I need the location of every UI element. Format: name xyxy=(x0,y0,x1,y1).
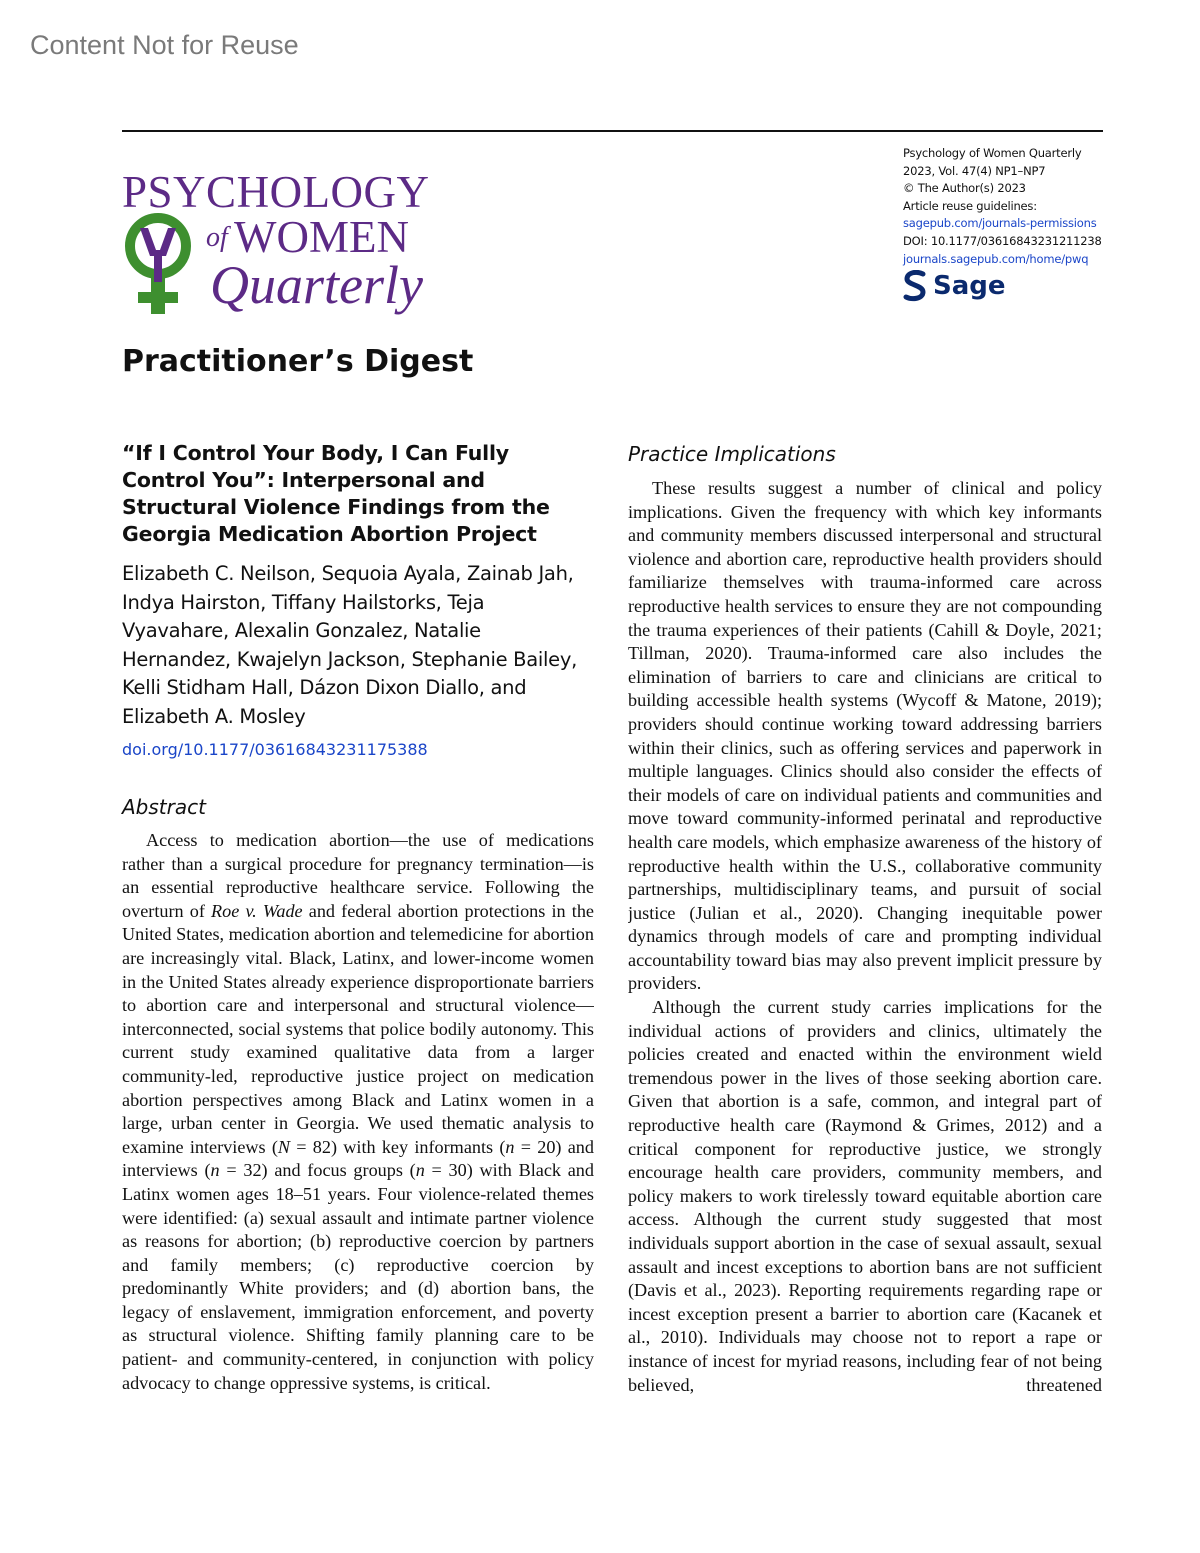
logo-psychology: PSYCHOLOGY xyxy=(122,167,430,217)
logo-quarterly: Quarterly xyxy=(210,255,423,315)
meta-doi: DOI: 10.1177/03616843231211238 xyxy=(903,233,1102,248)
watermark: Content Not for Reuse xyxy=(30,30,299,60)
meta-copyright: © The Author(s) 2023 xyxy=(903,181,1026,196)
sage-s-icon xyxy=(903,270,927,302)
journal-logo xyxy=(120,167,450,320)
logo-women: WOMEN xyxy=(234,212,409,262)
practice-heading: Practice Implications xyxy=(628,442,836,466)
abstract-heading: Abstract xyxy=(122,795,206,819)
journal-home-link[interactable]: journals.sagepub.com/home/pwq xyxy=(903,251,1089,266)
reuse-link[interactable]: sagepub.com/journals-permissions xyxy=(903,216,1097,231)
logo-of: of xyxy=(206,222,228,253)
meta-volume: 2023, Vol. 47(4) NP1–NP7 xyxy=(903,163,1046,178)
article-doi-link[interactable]: doi.org/10.1177/03616843231175388 xyxy=(122,739,428,759)
case-name: Roe v. Wade xyxy=(211,900,303,921)
article-header xyxy=(122,440,594,759)
publisher-name: Sage xyxy=(933,271,1006,301)
section-title: Practitioner’s Digest xyxy=(122,344,474,379)
venus-symbol-icon xyxy=(120,212,196,320)
meta-reuse-label: Article reuse guidelines: xyxy=(903,198,1037,213)
meta-journal: Psychology of Women Quarterly xyxy=(903,146,1082,160)
top-rule xyxy=(122,130,1103,132)
abstract-body: Access to medication abortion—the use of medications rather than a surgical procedure for pregnancy termination—is an essential reproductive healthcare service. Following the overturn of Roe v. Wade and federal abortion protections in the United States, medication abortion and telemedicine for abortion are increasingly vital. Black, Latinx, and lower-income women in the United States already experience disproportionate barriers to abortion care and interpersonal and structural violence—interconnected, social systems that police bodily autonomy. This current study examined qualitative data from a larger community-led, reproductive justice project on medication abortion perspectives among Black and Latinx women in a large, urban center in Georgia. We used thematic analysis to examine interviews (N = 82) with key informants (n = 20) and interviews (n = 32) and focus groups (n = 30) with Black and Latinx women ages 18–51 years. Four violence-related themes were identified: (a) sexual assault and intimate partner violence as reasons for abortion; (b) reproductive coercion by partners and family members; (c) reproductive coercion by predominantly White providers; and (d) abortion bans, the legacy of enslavement, immigration enforcement, and poverty as structural violence. Shifting family planning care to be patient- and community-centered, in conjunction with policy advocacy to change oppressive systems, is critical. xyxy=(122,830,594,1393)
sage-logo xyxy=(903,270,1013,304)
journal-meta xyxy=(903,145,1103,268)
practice-paragraph-2: Although the current study carries implications for the individual actions of providers and clinics, ultimately the policies created and enacted within the environment wield tremendous power in the lives of those seeking abortion care. Given that abortion is a safe, common, and integral part of reproductive health care (Raymond & Grimes, 2012) and a critical component for reproductive justice, we strongly encourage health care providers, community members, and policy makers to work tirelessly toward equitable abortion care access. Although the current study suggested that most individuals support abortion in the case of sexual assault, sexual assault and incest exceptions to abortion bans are not sufficient (Davis et al., 2023). Reporting requirements regarding rape or incest exception present a barrier to abortion care (Kacanek et al., 2010). Individuals may choose not to report a rape or instance of incest for myriad reasons, including fear of not being believed, threatened xyxy=(628,997,1102,1395)
practice-paragraph-1: These results suggest a number of clinical and policy implications. Given the frequency with which key informants and community members discussed interpersonal and structural violence and abortion care, reproductive health providers should familiarize themselves with trauma-informed care across reproductive health services to ensure they are not compounding the trauma experiences of their patients (Cahill & Doyle, 2021; Tillman, 2020). Trauma-informed care also includes the elimination of barriers to care and clinicians are critical to building accessible health systems (Wycoff & Matone, 2019); providers should continue working toward addressing barriers within their clinics, such as offering services and paperwork in multiple languages. Clinics should also consider the effects of their models of care on individual patients and communities and move toward community-informed perinatal and reproductive health care models, which emphasize awareness of the history of reproductive health within the U.S., collaborative community partnerships, multidisciplinary teams, and pursuit of social justice (Julian et al., 2020). Changing inequitable power dynamics through models of care and prompting individual accountability toward bias may also prevent implicit pressure by providers. xyxy=(628,478,1102,994)
practice-body xyxy=(628,477,1102,1397)
article-authors: Elizabeth C. Neilson, Sequoia Ayala, Zainab Jah, Indya Hairston, Tiffany Hailstorks, Teja Vyavahare, Alexalin Gonzalez, Natalie Hernandez, Kwajelyn Jackson, Stephanie Bailey, Kelli Stidham Hall, Dázon Dixon Diallo, and Elizabeth A. Mosley xyxy=(122,562,577,728)
article-title: “If I Control Your Body, I Can Fully Control You”: Interpersonal and Structural Violence Findings from the Georgia Medication Abortion Project xyxy=(122,441,550,546)
